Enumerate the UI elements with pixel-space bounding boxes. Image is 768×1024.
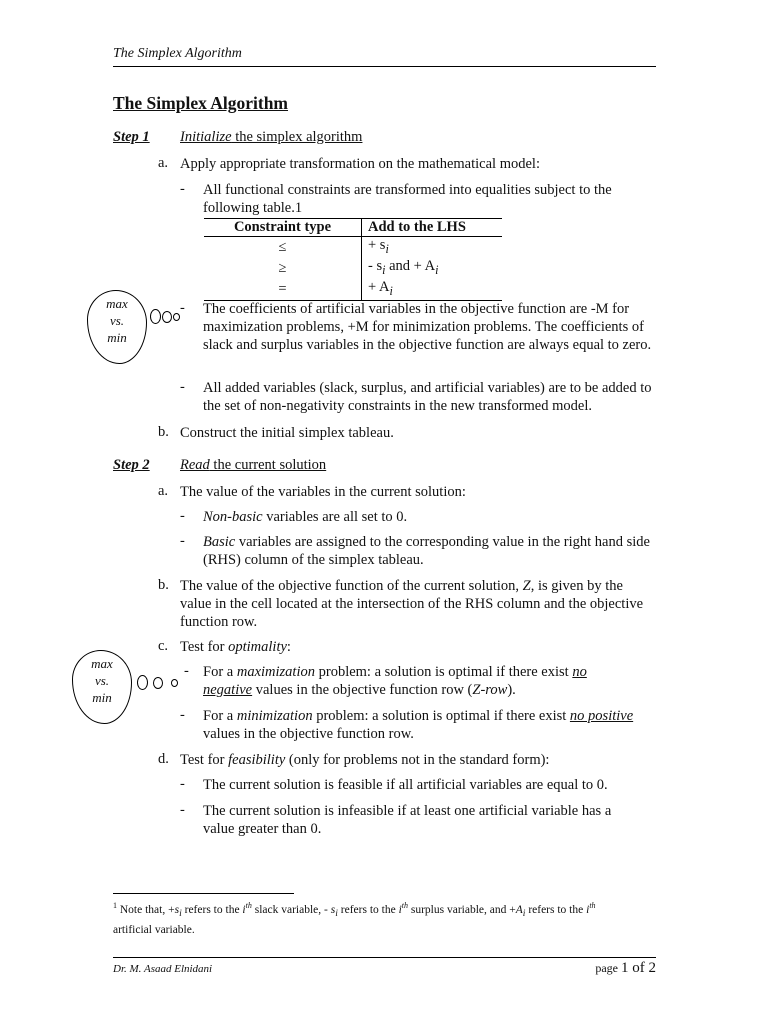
table-row: = + $A_i$	[204, 279, 502, 300]
dash-bullet: -	[180, 707, 185, 723]
running-header: The Simplex Algorithm	[113, 46, 242, 61]
step1-dash1: All functional constraints are transformed into equalities subject to the following table.1	[203, 182, 612, 216]
thought-bubble-icon	[150, 309, 161, 324]
step2-d1: The current solution is feasible if all artificial variables are equal to 0.	[203, 777, 608, 793]
step1-label: Step 1	[113, 129, 150, 145]
dash-bullet: -	[184, 663, 189, 679]
page-number: page 1 of 2	[595, 960, 656, 976]
step2-c-label: c.	[158, 638, 169, 654]
step1-b-text: Construct the initial simplex tableau.	[180, 425, 394, 441]
step2-c1: For a maximization problem: a solution is optimal if there exist no negative values in the objective function row (Z-row).	[203, 664, 587, 698]
thought-bubble-icon	[171, 679, 178, 687]
step2-label: Step 2	[113, 457, 150, 473]
table-row: ≥ - $s_i$ and + $A_i$	[204, 258, 502, 279]
dash-bullet: -	[180, 802, 185, 818]
step1-a-text: Apply appropriate transformation on the mathematical model:	[180, 156, 540, 172]
step1-dash2: The coefficients of artificial variables in the objective function are -M for maximization problems, +M for minimization problems. The coefficients of slack and surplus variables in the objective function are always equal to zero.	[203, 301, 652, 353]
step2-d-label: d.	[158, 751, 169, 767]
dash-bullet: -	[180, 533, 185, 549]
footnote: $^1$ Note that, $+s_i$ refers to the $i^{th}$ slack variable, - $s_i$ refers to the $i^{th}$ surplus variable, and $+A_i$ refers to the $i^{th}$ artificial variable.	[113, 901, 596, 937]
step1-dash3: All added variables (slack, surplus, and artificial variables) are to be added to the set of non-negativity constraints in the new transformed model.	[203, 380, 652, 414]
table-header-add-lhs: Add to the LHS	[362, 219, 503, 237]
thought-bubble-icon	[153, 677, 163, 689]
footer-author: Dr. M. Asaad Elnidani	[113, 963, 213, 975]
max-vs-min-cloud: max vs. min	[72, 650, 132, 724]
step2-heading: Read the current solution	[180, 457, 327, 473]
header-rule	[113, 66, 656, 67]
step2-b-label: b.	[158, 577, 169, 593]
table-header-constraint-type: Constraint type	[204, 219, 362, 237]
footer-rule	[113, 957, 656, 958]
thought-bubble-icon	[173, 313, 180, 321]
step2-a-text: The value of the variables in the current solution:	[180, 484, 466, 500]
dash-bullet: -	[180, 181, 185, 197]
step1-a-label: a.	[158, 155, 169, 171]
footnote-rule	[113, 893, 294, 894]
step1-heading: Initialize the simplex algorithm	[180, 129, 363, 145]
step1-b-label: b.	[158, 424, 169, 440]
step2-d2: The current solution is infeasible if at least one artificial variable has a value greater than 0.	[203, 803, 612, 837]
step2-d-text: Test for feasibility (only for problems not in the standard form):	[180, 752, 550, 768]
step2-c-text: Test for optimality:	[180, 639, 291, 655]
max-vs-min-cloud: max vs. min	[87, 290, 147, 364]
step2-a2: Basic variables are assigned to the corresponding value in the right hand side (RHS) column of the simplex tableau.	[203, 534, 650, 568]
thought-bubble-icon	[137, 675, 148, 690]
step2-b-text: The value of the objective function of the current solution, Z, is given by the value in the cell located at the intersection of the RHS column and the objective function row.	[180, 578, 644, 630]
step2-c2: For a minimization problem: a solution is optimal if there exist no positive values in the objective function row.	[203, 708, 634, 742]
step2-a1: Non-basic variables are all set to 0.	[203, 509, 408, 525]
page-title: The Simplex Algorithm	[113, 93, 289, 113]
table-row: ≤ + $s_i$	[204, 237, 502, 258]
constraint-table	[204, 218, 502, 301]
step2-a-label: a.	[158, 483, 169, 499]
dash-bullet: -	[180, 379, 185, 395]
dash-bullet: -	[180, 776, 185, 792]
thought-bubble-icon	[162, 311, 172, 323]
dash-bullet: -	[180, 300, 185, 316]
dash-bullet: -	[180, 508, 185, 524]
